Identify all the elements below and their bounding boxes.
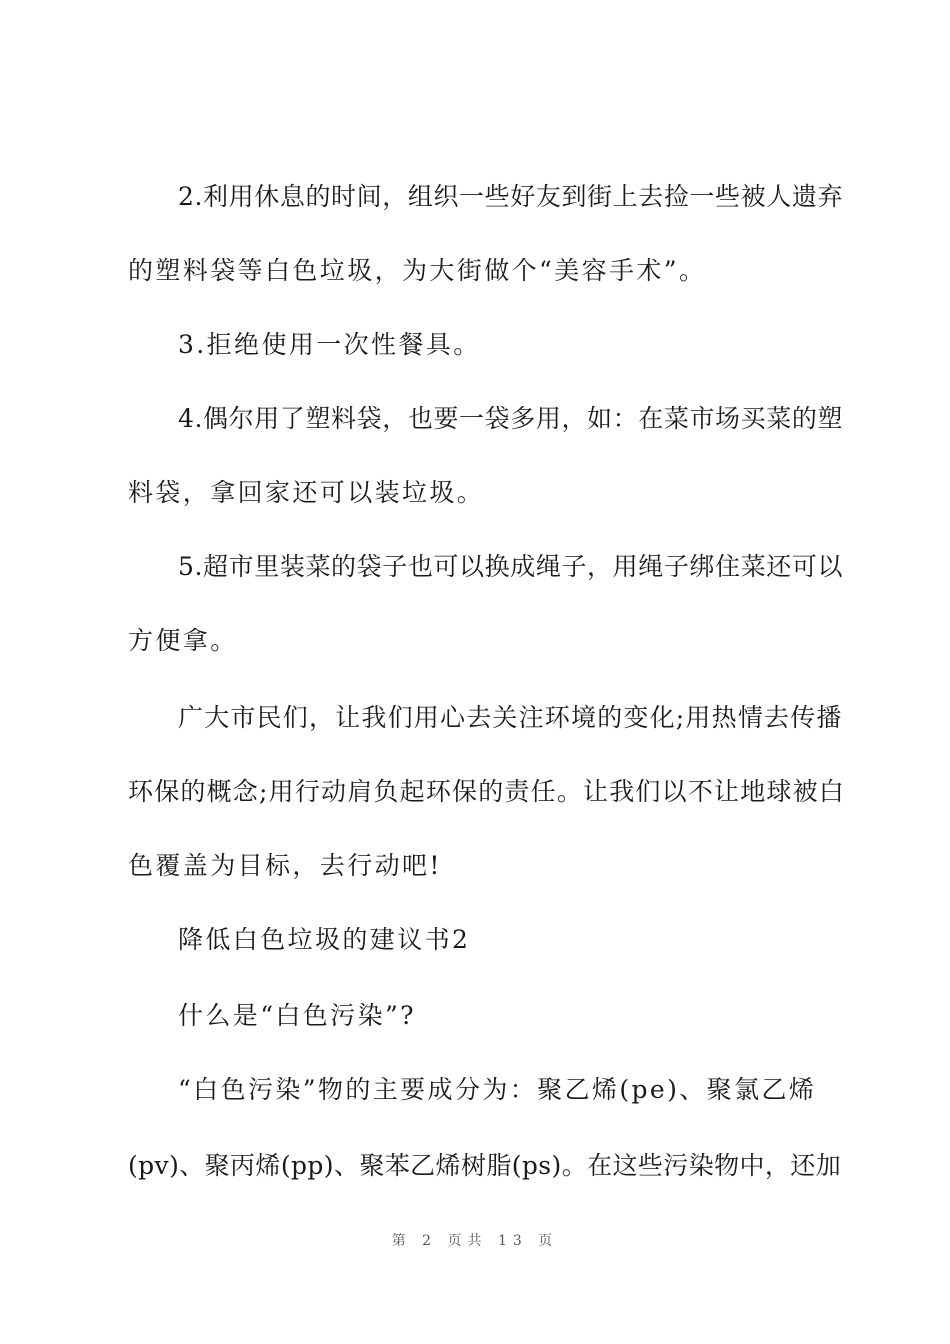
section-heading: 降低白色垃圾的建议书2: [178, 925, 471, 954]
text-line: 4.偶尔用了塑料袋，也要一袋多用，如：在菜市场买菜的塑: [178, 404, 844, 433]
text-line: 什么是“白色污染”?: [178, 1001, 416, 1030]
text-line: 方便拿。: [128, 626, 238, 655]
text-line: 3.拒绝使用一次性餐具。: [178, 330, 481, 359]
text-line: 广大市民们，让我们用心去关注环境的变化;用热情去传播: [178, 703, 843, 732]
text-line: 色覆盖为目标，去行动吧!: [128, 851, 442, 880]
text-line: 环保的概念;用行动肩负起环保的责任。让我们以不让地球被白: [128, 777, 846, 806]
text-line: 的塑料袋等白色垃圾，为大街做个“美容手术”。: [128, 256, 707, 285]
text-line: “白色污染”物的主要成分为：聚乙烯(pe)、聚氯乙烯: [178, 1075, 817, 1104]
text-line: (pv)、聚丙烯(pp)、聚苯乙烯树脂(ps)。在这些污染物中，还加: [128, 1151, 842, 1180]
text-line: 料袋，拿回家还可以装垃圾。: [128, 478, 485, 507]
text-line: 2.利用休息的时间，组织一些好友到街上去捡一些被人遗弃: [178, 182, 844, 211]
page-footer: 第 2 页共 13 页: [391, 1233, 559, 1249]
text-line: 5.超市里装菜的袋子也可以换成绳子，用绳子绑住菜还可以: [178, 552, 844, 581]
